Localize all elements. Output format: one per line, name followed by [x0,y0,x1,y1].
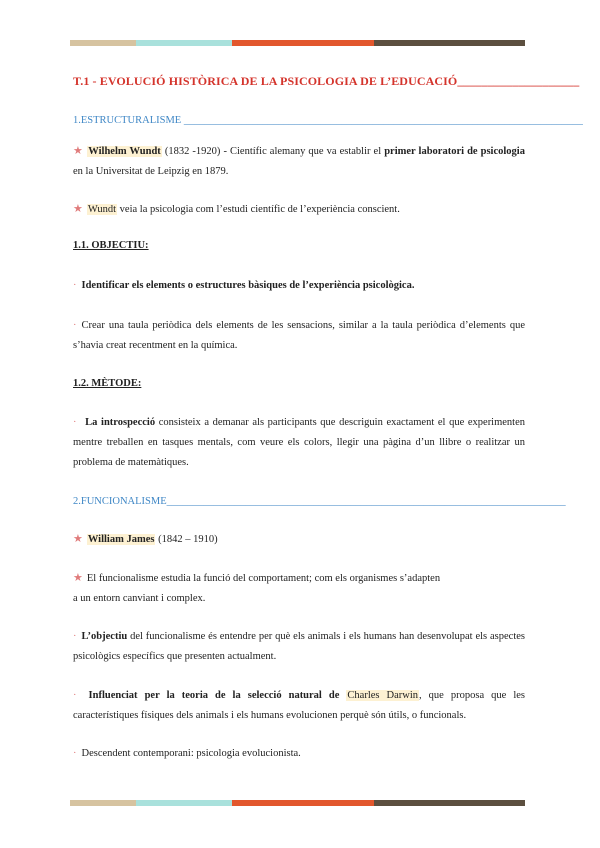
subheading-metode: 1.2. MÈTODE: [73,378,142,389]
section-heading-rule: ____________________________________________________________________________ [166,496,566,507]
stripe-segment [232,40,374,46]
section-heading-rule: ____________________________________________________________________________ [181,115,583,126]
paragraph-objectiu-funcionalisme [73,627,525,667]
stripe-segment [374,40,525,46]
star-icon: ★ [73,145,84,157]
highlight-name: Charles Darwin [347,690,419,701]
stripe-segment [136,800,232,806]
paragraph-wundt-conscious [73,199,525,220]
paragraph-wundt-intro [73,141,525,182]
bullet-icon: · [73,320,77,331]
stripe-segment [232,800,374,806]
paragraph-text: (1832 -1920) - Científic alemany que va establir el [161,146,385,157]
highlight-name: Wilhelm Wundt [88,146,161,157]
star-icon: ★ [73,203,83,215]
paragraph-text: El funcionalisme estudia la funció del comportament; com els organismes s’adapten [86,573,441,584]
paragraph-darwin [73,686,525,726]
stripe-segment [70,800,136,806]
metode-paragraph [73,413,525,473]
top-decor-stripe [70,40,525,46]
bold-text: L’objectiu [81,631,128,642]
bold-text: Identificar els elements o estructures bàsiques de l’experiència psicològica. [81,280,415,291]
paragraph-text: Descendent contemporani: psicologia evolucionista. [81,748,301,759]
paragraph-text: del funcionalisme és entendre per què els animals i els humans han desenvolupat els aspectes psicològics específics que presenten actualment. [73,631,525,662]
highlight-name: William James [87,534,155,545]
bullet-icon: · [73,417,77,428]
stripe-segment [374,800,525,806]
paragraph-text: (1842 – 1910) [155,534,218,545]
section-heading-funcionalisme [73,496,566,507]
objectiu-item-1 [73,276,525,296]
objectiu-item-2 [73,316,525,356]
stripe-segment [70,40,136,46]
stripe-segment [136,40,232,46]
paragraph-william-james [73,529,525,550]
star-icon: ★ [73,572,83,584]
bold-text: primer laboratori de psicologia [384,146,525,157]
star-icon: ★ [73,533,83,545]
document-title: T.1 - EVOLUCIÓ HISTÒRICA DE LA PSICOLOGIA DE L’EDUCACIÓ____________________ [73,74,580,88]
bold-text: La introspecció [85,417,156,428]
paragraph-text: a un entorn canviant i complex. [73,593,206,604]
section-heading-text: 1.ESTRUCTURALISME [73,115,182,126]
bullet-icon: · [73,748,77,759]
paragraph-descendent [73,744,525,764]
highlight-name: Wundt [87,204,117,215]
paragraph-text: Crear una taula periòdica dels elements de les sensacions, similar a la taula periòdica d’elements que s’havia creat recentment en la química. [73,320,525,351]
subheading-objectiu: 1.1. OBJECTIU: [73,240,149,251]
paragraph-text: veia la psicologia com l’estudi científic de l’experiència conscient. [117,204,400,215]
bullet-icon: · [73,690,77,701]
paragraph-text: , que proposa que les característiques físiques dels animals i els humans evolucionen perquè són útils, o funcionals. [73,690,526,721]
paragraph-funcionalisme-def [73,568,525,609]
bullet-icon: · [73,280,77,291]
paragraph-text: en la Universitat de Leipzig en 1879. [73,166,229,177]
bullet-icon: · [73,631,77,642]
section-heading-estructuralisme [73,115,583,126]
paragraph-text: consisteix a demanar als participants que descriguin exactament el que experimenten mentre treballen en tasques mentals, com veure els colors, llegir una pàgina d’un llibre o realitzar un problema de matemàtiques. [73,417,526,468]
bottom-decor-stripe [70,800,525,806]
bold-text: Influenciat per la teoria de la selecció natural de [88,690,347,701]
section-heading-text: 2.FUNCIONALISME [73,496,167,507]
